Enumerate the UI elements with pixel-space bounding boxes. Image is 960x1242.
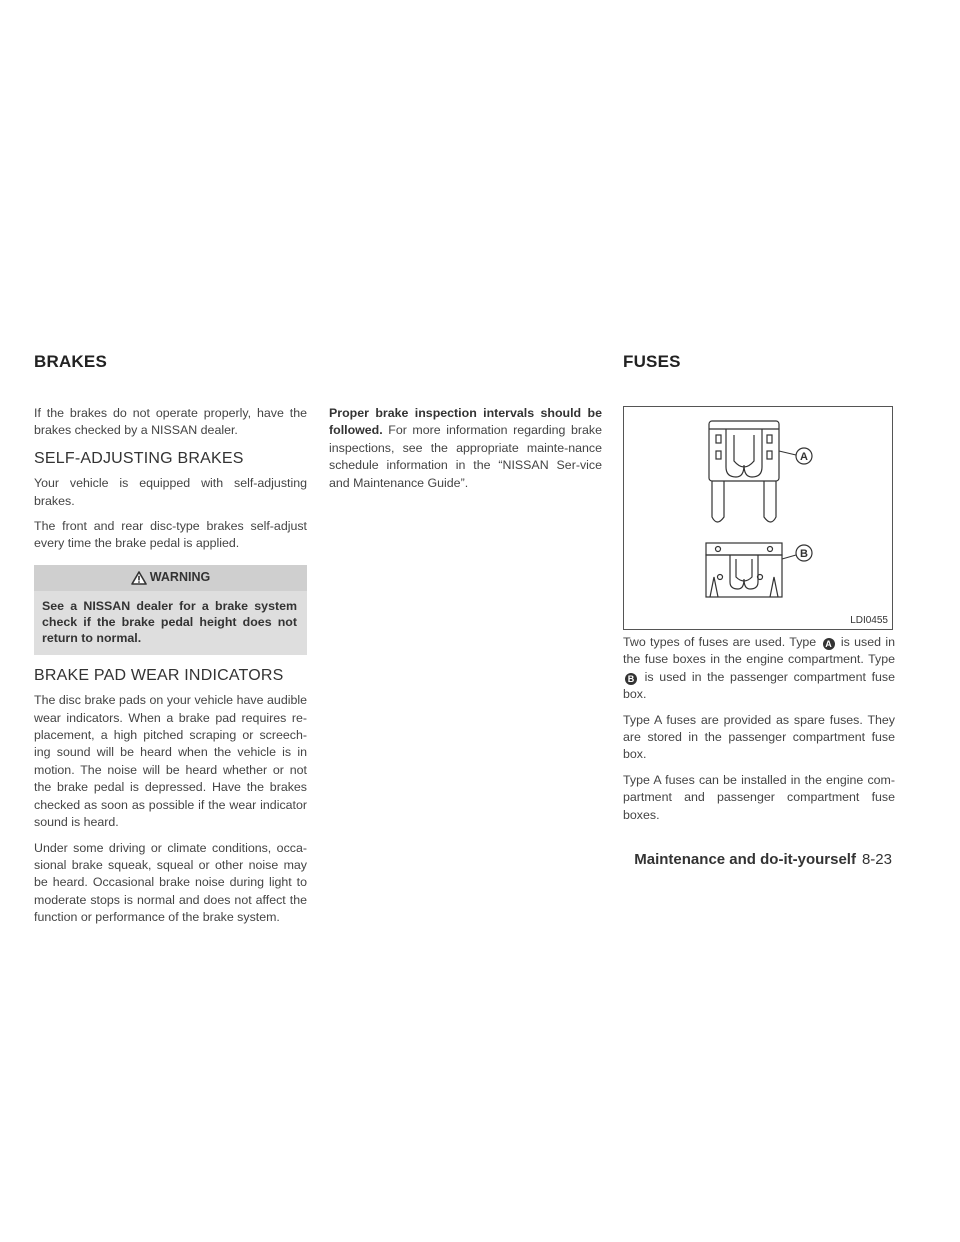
fuse-types-text-2: is used in the fuse boxes in the engine compartment. Type [623, 635, 895, 667]
self-adjusting-p2: The front and rear disc-type brakes self-adjust every time the brake pedal is applied. [34, 519, 307, 551]
right-column [623, 634, 895, 832]
self-adjusting-p1: Your vehicle is equipped with self-adjusting brakes. [34, 476, 307, 508]
spare-fuses-paragraph: Type A fuses are provided as spare fuses. They are stored in the passenger compartment fuse box. [623, 712, 895, 762]
pad-wear-p2: Under some driving or climate conditions, occa-sional brake squeak, squeal or other noise may be heard. Occasional brake noise during light to moderate stops is normal and does not affect the function or performance of the brake system. [34, 840, 307, 925]
middle-column [329, 405, 602, 500]
callout-a-text: A [800, 451, 808, 463]
page-footer [634, 851, 892, 868]
fuse-b-drawing [706, 543, 782, 597]
warning-box [34, 565, 307, 655]
warning-label: WARNING [149, 570, 211, 585]
footer-page-number: 8-23 [861, 851, 892, 868]
inspection-rest: For more information regarding brake inspections, see the appropriate mainte-nance schedule information in the “NISSAN Ser-vice and Maintenance Guide”. [329, 423, 602, 490]
callout-b-text: B [800, 548, 808, 560]
inspection-bold-lead: Proper brake inspection intervals should be followed. [329, 406, 602, 438]
install-paragraph: Type A fuses can be installed in the engine com-partment and passenger compartment fuse boxes. [623, 772, 895, 822]
footer-chapter: Maintenance and do-it-yourself [634, 851, 856, 868]
warning-header [34, 565, 307, 591]
inspection-paragraph [329, 405, 602, 492]
brakes-intro: If the brakes do not operate properly, have the brakes checked by a NISSAN dealer. [34, 406, 307, 438]
fuse-figure [623, 406, 893, 630]
warning-triangle-icon [131, 571, 147, 585]
fuse-a-drawing [709, 421, 779, 522]
self-adjusting-heading: SELF-ADJUSTING BRAKES [34, 449, 244, 467]
section-title-brakes: BRAKES [34, 352, 107, 371]
pad-wear-heading: BRAKE PAD WEAR INDICATORS [34, 666, 284, 684]
fuse-types-text-3: is used in the passenger compartment fuse box. [623, 669, 895, 702]
figure-code: LDI0455 [850, 615, 888, 626]
warning-text: See a NISSAN dealer for a brake system check if the brake pedal height does not return to normal. [34, 591, 307, 655]
fuse-types-paragraph [623, 634, 895, 704]
marker-b-badge: B [625, 673, 637, 685]
pad-wear-p1: The disc brake pads on your vehicle have audible wear indicators. When a brake pad requires re-placement, a high pitched scraping or screech-ing sound will be heard when the vehicle is in motion. The noise will be heard whether or not the brake pedal is depressed. Have the brakes checked as soon as possible if the wear indicator sound is heard. [34, 693, 307, 830]
fuse-illustration [624, 407, 892, 629]
callout-a-line [779, 451, 796, 455]
callout-b-line [782, 555, 796, 559]
left-column [34, 405, 307, 935]
fuse-types-text-1: Two types of fuses are used. Type [623, 635, 821, 649]
section-title-fuses: FUSES [623, 352, 681, 371]
marker-a-badge: A [823, 638, 835, 650]
